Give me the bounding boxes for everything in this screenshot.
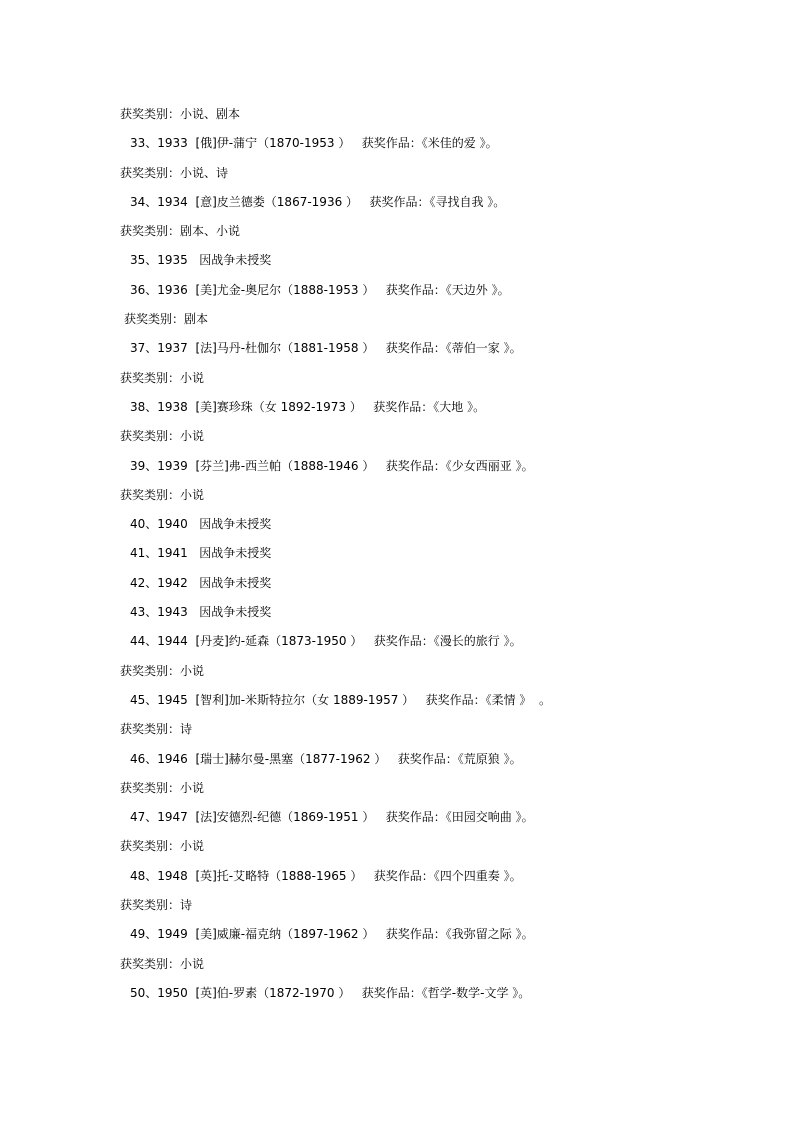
award-category-line: 获奖类别：小说 — [120, 956, 205, 971]
award-list — [120, 104, 720, 1012]
award-entry-line: 42、1942 因战争未授奖 — [130, 575, 272, 590]
award-entry-line: 44、1944 [丹麦]约-延森（1873-1950 ） 获奖作品：《漫长的旅行 》。 — [130, 634, 522, 649]
award-category-line: 获奖类别：小说 — [120, 370, 205, 385]
award-category-line: 获奖类别：诗 — [120, 722, 193, 737]
award-category-line: 获奖类别：剧本 — [124, 312, 209, 327]
award-entry-line: 35、1935 因战争未授奖 — [130, 253, 272, 268]
award-entry-line: 49、1949 [美]威廉-福克纳（1897-1962 ） 获奖作品：《我弥留之际 》。 — [130, 927, 534, 942]
award-category-line: 获奖类别：小说 — [120, 663, 205, 678]
award-entry-line: 37、1937 [法]马丹-杜伽尔（1881-1958 ） 获奖作品：《蒂伯一家 》。 — [130, 341, 522, 356]
award-entry-line: 43、1943 因战争未授奖 — [130, 605, 272, 620]
award-entry-line: 40、1940 因战争未授奖 — [130, 517, 272, 532]
award-entry-line: 34、1934 [意]皮兰德娄（1867-1936 ） 获奖作品：《寻找自我 》。 — [130, 194, 506, 209]
award-entry-line: 48、1948 [英]托-艾略特（1888-1965 ） 获奖作品：《四个四重奏 》。 — [130, 868, 522, 883]
award-category-line: 获奖类别：小说 — [120, 839, 205, 854]
award-entry-line: 36、1936 [美]尤金-奥尼尔（1888-1953 ） 获奖作品：《天边外 》。 — [130, 282, 510, 297]
award-entry-line: 50、1950 [英]伯-罗素（1872-1970 ） 获奖作品：《哲学-数学-文学 》。 — [130, 985, 531, 1000]
award-category-line: 获奖类别：小说、诗 — [120, 165, 229, 180]
award-entry-line: 39、1939 [芬兰]弗-西兰帕（1888-1946 ） 获奖作品：《少女西丽亚 》。 — [130, 458, 534, 473]
award-entry-line: 45、1945 [智利]加-米斯特拉尔（女 1889-1957 ） 获奖作品：《柔情 》 。 — [130, 692, 552, 707]
award-entry-line: 33、1933 [俄]伊-蒲宁（1870-1953 ） 获奖作品：《米佳的爱 》。 — [130, 136, 498, 151]
award-category-line: 获奖类别：小说 — [120, 780, 205, 795]
award-category-line: 获奖类别：小说、剧本 — [120, 107, 241, 121]
award-category-line: 获奖类别：小说 — [120, 429, 205, 444]
award-entry-line: 41、1941 因战争未授奖 — [130, 546, 272, 561]
award-category-line: 获奖类别：诗 — [120, 898, 193, 913]
award-category-line: 获奖类别：剧本、小说 — [120, 224, 241, 239]
award-category-line: 获奖类别：小说 — [120, 487, 205, 502]
award-entry-line: 38、1938 [美]赛珍珠（女 1892-1973 ） 获奖作品：《大地 》。 — [130, 399, 486, 414]
award-entry-line: 47、1947 [法]安德烈-纪德（1869-1951 ） 获奖作品：《田园交响曲 》。 — [130, 810, 534, 825]
award-entry-line: 46、1946 [瑞士]赫尔曼-黑塞（1877-1962 ） 获奖作品：《荒原狼 》。 — [130, 751, 522, 766]
